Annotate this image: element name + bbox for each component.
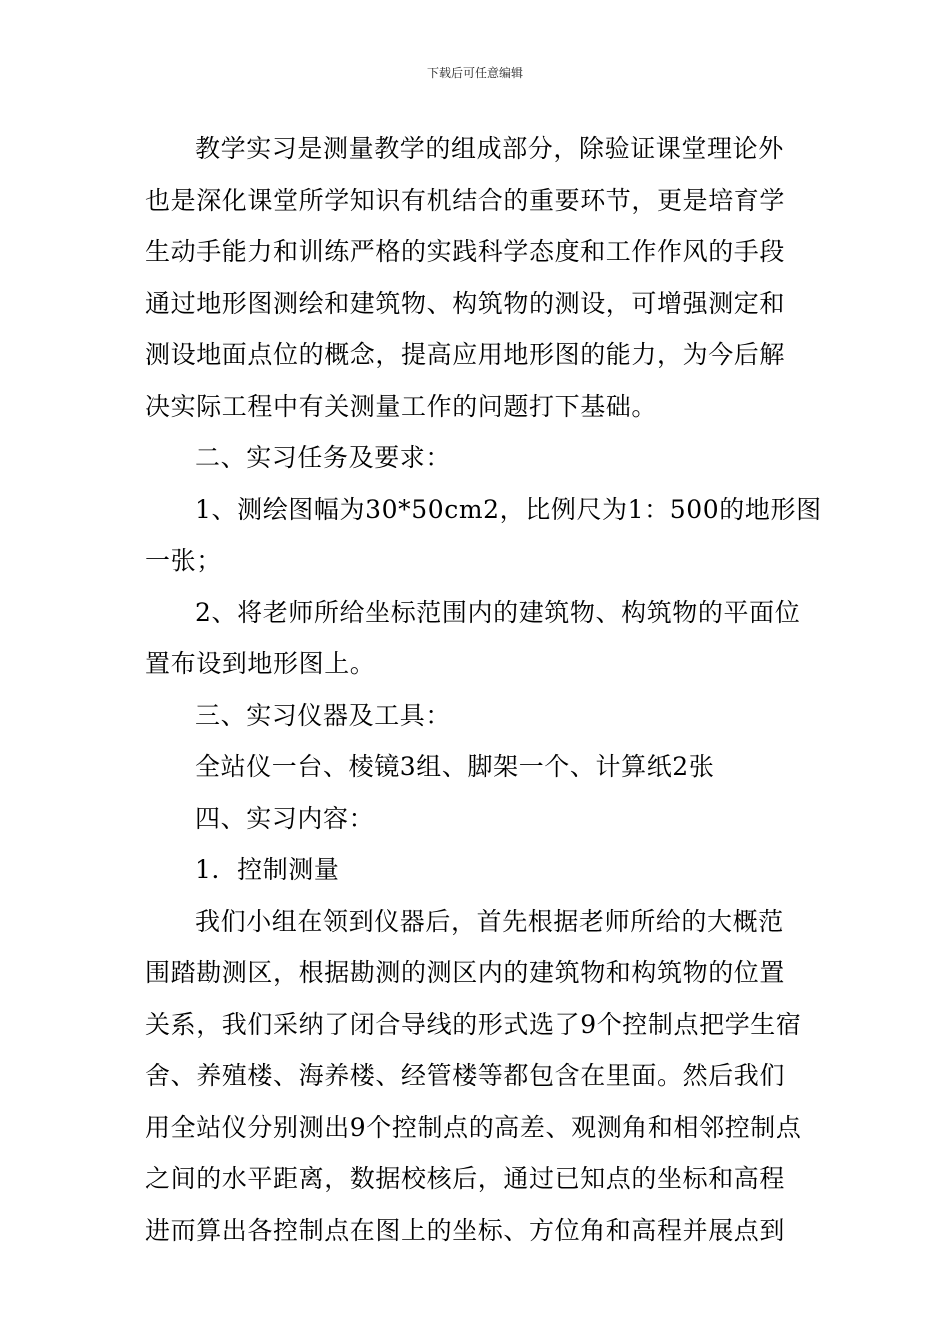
text-line: 关系，我们采纳了闭合导线的形式选了9个控制点把学生宿 (145, 1009, 802, 1039)
document-body (145, 123, 822, 1256)
text-line: 围踏勘测区，根据勘测的测区内的建筑物和构筑物的位置 (145, 958, 786, 987)
text-line: 用全站仪分别测出9个控制点的高差、观测角和相邻控制点 (145, 1112, 802, 1142)
text-line: 生动手能力和训练严格的实践科学态度和工作作风的手段 (145, 237, 786, 266)
text-line: 进而算出各控制点在图上的坐标、方位角和高程并展点到 (145, 1215, 786, 1245)
section-heading-content (145, 793, 805, 845)
text-line: 四、实习内容： (195, 803, 375, 833)
text-line: 1．控制测量 (195, 855, 340, 884)
text-line: 2、将老师所给坐标范围内的建筑物、构筑物的平面位 (195, 597, 801, 627)
text-line: 置布设到地形图上。 (145, 649, 376, 678)
text-line: 二、实习任务及要求： (195, 443, 452, 472)
text-line: 决实际工程中有关测量工作的问题打下基础。 (145, 391, 658, 421)
text-line: 教学实习是测量教学的组成部分，除验证课堂理论外 (195, 134, 784, 163)
paragraph-task-2 (145, 587, 805, 690)
section-heading-tasks (145, 432, 805, 484)
paragraph-intro (145, 123, 805, 432)
subsection-heading-control-survey (145, 844, 805, 896)
paragraph-control-survey (145, 896, 805, 1257)
page-header: 下载后可任意编辑 (426, 66, 523, 80)
text-line: 我们小组在领到仪器后，首先根据老师所给的大概范 (195, 906, 784, 936)
text-line: 测设地面点位的概念，提高应用地形图的能力，为今后解 (145, 340, 786, 369)
text-line: 也是深化课堂所学知识有机结合的重要环节，更是培育学 (145, 185, 786, 215)
text-line: 舍、养殖楼、海养楼、经管楼等都包含在里面。然后我们 (145, 1061, 786, 1090)
text-line: 之间的水平距离，数据校核后，通过已知点的坐标和高程 (145, 1164, 786, 1193)
text-line: 通过地形图测绘和建筑物、构筑物的测设，可增强测定和 (145, 288, 786, 318)
text-line: 全站仪一台、棱镜3组、脚架一个、计算纸2张 (195, 752, 715, 781)
text-line: 1、测绘图幅为30*50cm2，比例尺为1：500的地形图 (195, 494, 822, 524)
text-line: 一张； (145, 546, 222, 575)
section-heading-tools (145, 690, 805, 742)
text-line: 三、实习仪器及工具： (195, 700, 452, 730)
paragraph-tools (145, 741, 805, 793)
paragraph-task-1 (145, 484, 822, 587)
